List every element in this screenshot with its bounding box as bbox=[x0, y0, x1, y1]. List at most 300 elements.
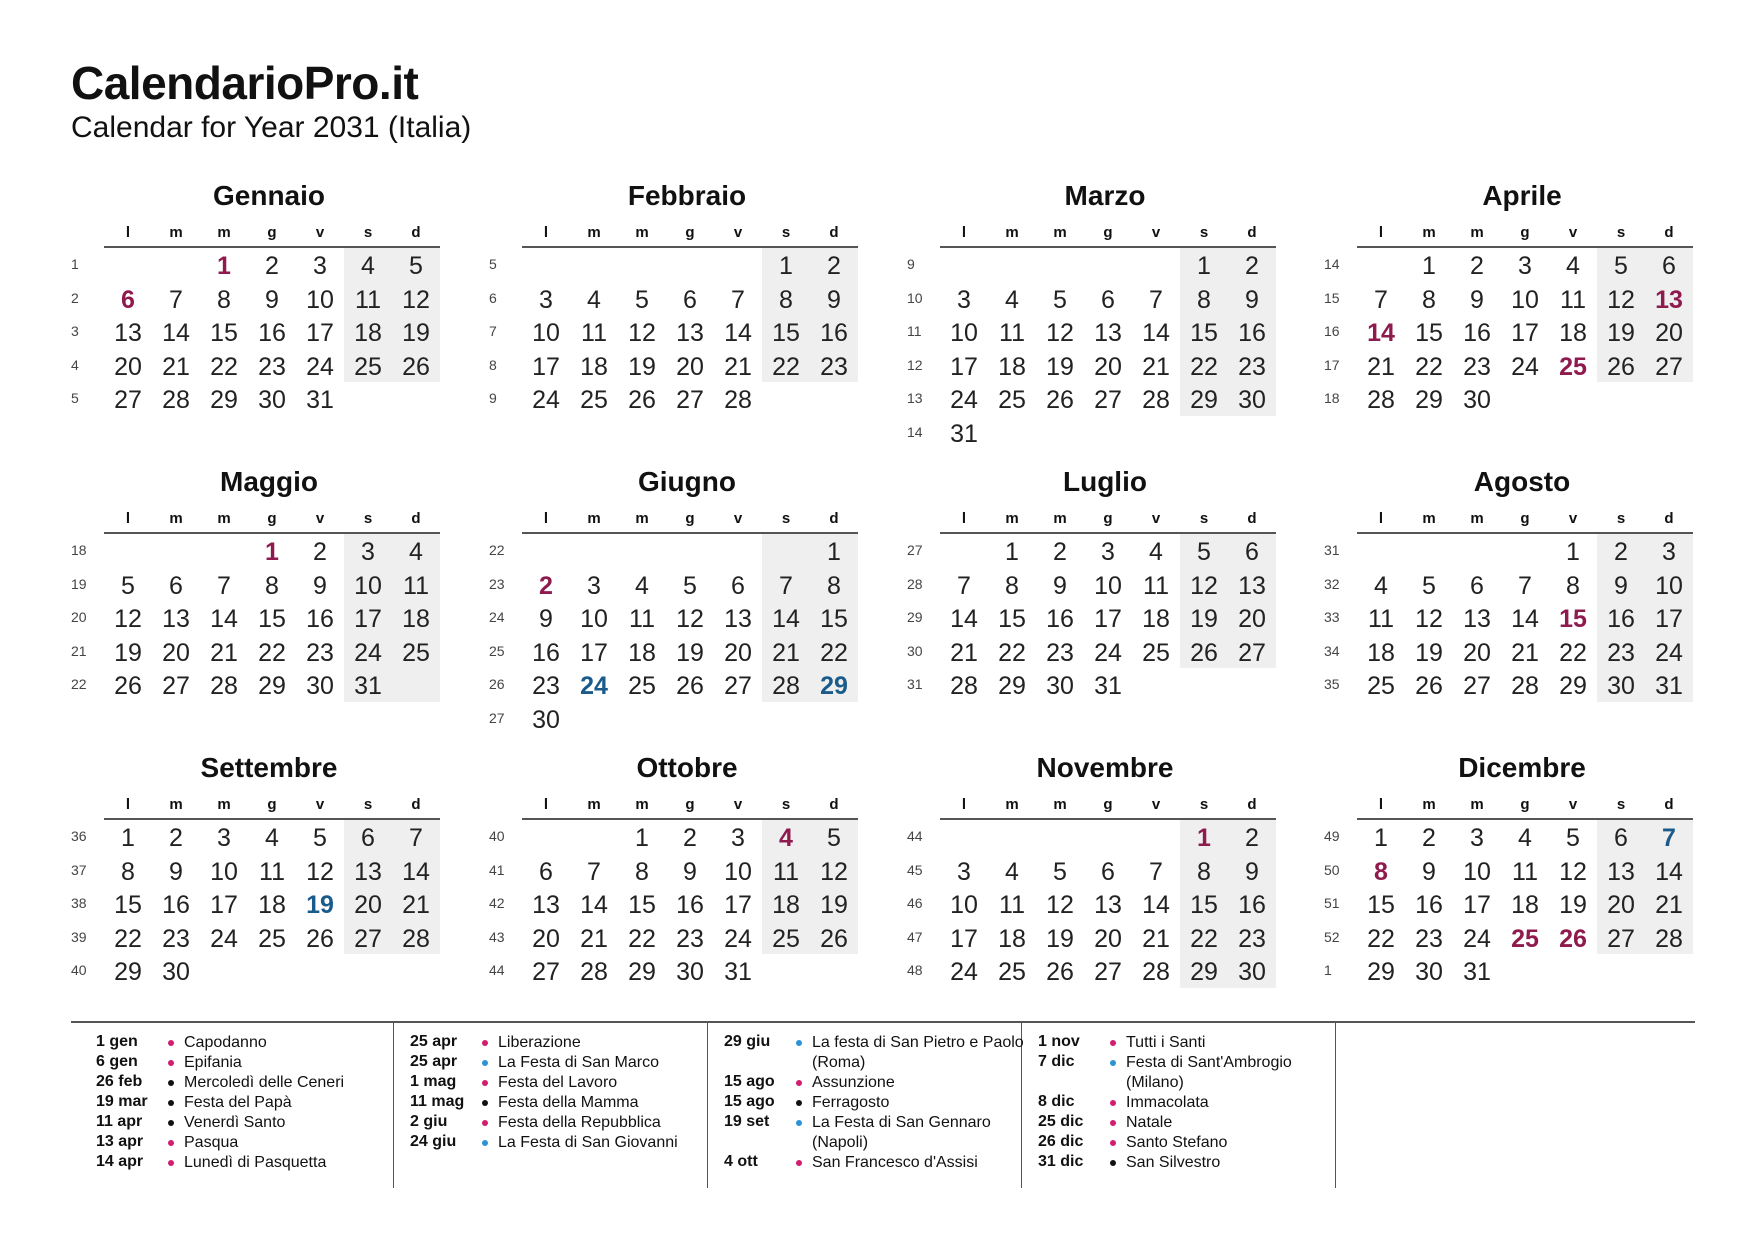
weekday-header: v bbox=[1151, 224, 1161, 241]
week-number: 40 bbox=[71, 962, 87, 978]
weekday-header: s bbox=[1616, 510, 1626, 527]
bullet-dot-icon bbox=[482, 1100, 488, 1106]
day-cell: 2 bbox=[827, 252, 841, 280]
weekday-header: l bbox=[961, 796, 967, 813]
day-cell: 15 bbox=[820, 605, 848, 633]
legend-date: 15 ago bbox=[724, 1093, 775, 1110]
legend-name: Lunedì di Pasquetta bbox=[184, 1154, 327, 1171]
legend-date: 8 dic bbox=[1038, 1093, 1075, 1110]
bullet-dot-icon bbox=[168, 1160, 174, 1166]
day-cell: 12 bbox=[820, 857, 848, 886]
day-cell: 20 bbox=[676, 352, 704, 381]
header-rule bbox=[522, 818, 858, 820]
day-cell: 9 bbox=[1245, 857, 1259, 886]
weekday-header: m bbox=[635, 510, 649, 527]
observance-day: 24 bbox=[580, 672, 608, 700]
weekday-header: l bbox=[543, 224, 549, 241]
weekday-header: l bbox=[961, 510, 967, 527]
day-cell: 29 bbox=[1559, 672, 1587, 700]
day-cell: 30 bbox=[306, 672, 334, 700]
week-number: 5 bbox=[71, 390, 79, 406]
legend-date: 31 dic bbox=[1038, 1153, 1084, 1170]
week-number: 43 bbox=[489, 928, 505, 945]
week-number: 22 bbox=[489, 542, 505, 558]
day-cell: 29 bbox=[114, 958, 142, 986]
day-cell: 23 bbox=[820, 352, 848, 381]
day-cell: 7 bbox=[217, 571, 231, 600]
day-cell: 6 bbox=[539, 857, 553, 886]
legend-date: 11 apr bbox=[96, 1113, 143, 1130]
day-cell: 14 bbox=[162, 319, 190, 347]
day-cell: 20 bbox=[1094, 924, 1122, 953]
week-number: 27 bbox=[489, 709, 505, 726]
legend-date: 1 mag bbox=[410, 1073, 457, 1090]
day-cell: 27 bbox=[724, 672, 752, 700]
day-cell: 28 bbox=[1367, 386, 1395, 414]
day-cell: 19 bbox=[402, 319, 430, 347]
day-cell: 25 bbox=[258, 924, 286, 953]
day-cell: 6 bbox=[683, 285, 697, 314]
day-cell: 30 bbox=[162, 958, 190, 986]
day-cell: 29 bbox=[1367, 958, 1395, 986]
day-cell: 27 bbox=[1463, 672, 1491, 700]
day-cell: 30 bbox=[1463, 386, 1491, 414]
weekday-header: v bbox=[1151, 796, 1161, 813]
day-cell: 15 bbox=[998, 605, 1026, 633]
legend-date: 25 apr bbox=[410, 1053, 458, 1070]
day-cell: 6 bbox=[1470, 571, 1484, 600]
day-cell: 8 bbox=[779, 285, 793, 314]
legend-column bbox=[96, 1033, 396, 1173]
day-cell: 24 bbox=[1511, 352, 1539, 381]
day-cell: 19 bbox=[114, 638, 142, 667]
day-cell: 22 bbox=[1559, 638, 1587, 667]
legend-name: Epifania bbox=[184, 1054, 242, 1071]
bullet-dot-icon bbox=[482, 1140, 488, 1146]
day-cell: 10 bbox=[950, 319, 978, 347]
day-cell: 26 bbox=[676, 672, 704, 700]
weekday-header: d bbox=[411, 510, 421, 527]
week-number: 33 bbox=[1324, 609, 1340, 625]
day-cell: 27 bbox=[354, 924, 382, 953]
month-title: Dicembre bbox=[1458, 752, 1586, 783]
day-cell: 13 bbox=[162, 605, 190, 633]
week-number: 52 bbox=[1324, 928, 1340, 945]
day-cell: 11 bbox=[581, 319, 607, 347]
weekday-header: m bbox=[587, 510, 601, 527]
weekday-header: s bbox=[781, 510, 791, 527]
bullet-dot-icon bbox=[482, 1040, 488, 1046]
day-cell: 11 bbox=[1512, 857, 1538, 886]
day-cell: 28 bbox=[1142, 386, 1170, 414]
bullet-dot-icon bbox=[796, 1160, 802, 1166]
day-cell: 17 bbox=[1094, 605, 1122, 633]
day-cell: 24 bbox=[354, 638, 382, 667]
day-cell: 25 bbox=[628, 672, 656, 700]
weekday-header: v bbox=[733, 510, 743, 527]
weekday-header: l bbox=[1378, 510, 1384, 527]
day-cell: 27 bbox=[676, 386, 704, 414]
day-cell: 16 bbox=[1046, 605, 1074, 633]
day-cell: 15 bbox=[772, 319, 800, 347]
legend-name: Natale bbox=[1126, 1114, 1173, 1131]
legend-name: Liberazione bbox=[498, 1034, 581, 1051]
day-cell: 17 bbox=[950, 352, 978, 381]
day-cell: 4 bbox=[587, 285, 601, 314]
day-cell: 20 bbox=[1094, 352, 1122, 381]
day-cell: 18 bbox=[354, 319, 382, 347]
day-cell: 16 bbox=[1238, 891, 1266, 919]
day-cell: 11 bbox=[999, 891, 1025, 919]
legend-date: 29 giu bbox=[724, 1033, 771, 1050]
day-cell: 7 bbox=[587, 857, 601, 886]
day-cell: 12 bbox=[1607, 285, 1635, 314]
week-number: 50 bbox=[1324, 861, 1340, 878]
day-cell: 21 bbox=[1511, 638, 1539, 667]
day-cell: 5 bbox=[635, 285, 649, 314]
holiday-day: 6 bbox=[121, 285, 135, 314]
weekday-header: d bbox=[829, 224, 839, 241]
day-cell: 13 bbox=[532, 891, 560, 919]
month-title: Agosto bbox=[1473, 466, 1571, 497]
day-cell: 12 bbox=[402, 285, 430, 314]
day-cell: 8 bbox=[635, 857, 649, 886]
day-cell: 13 bbox=[1463, 605, 1491, 633]
day-cell: 11 bbox=[629, 605, 655, 633]
weekday-header: s bbox=[1199, 510, 1209, 527]
day-cell: 6 bbox=[1101, 285, 1115, 314]
observance-day: 29 bbox=[820, 672, 848, 700]
day-cell: 2 bbox=[1614, 538, 1628, 566]
month-marzo bbox=[907, 180, 1307, 450]
month-maggio bbox=[71, 466, 471, 736]
legend-date: 1 nov bbox=[1038, 1033, 1080, 1050]
day-cell: 21 bbox=[950, 638, 978, 667]
day-cell: 2 bbox=[1245, 824, 1259, 852]
week-number: 36 bbox=[71, 828, 87, 844]
weekday-header: m bbox=[169, 224, 183, 241]
month-title: Aprile bbox=[1482, 180, 1562, 211]
day-cell: 19 bbox=[1607, 319, 1635, 347]
bullet-dot-icon bbox=[1110, 1100, 1116, 1106]
day-cell: 20 bbox=[114, 352, 142, 381]
day-cell: 24 bbox=[724, 924, 752, 953]
day-cell: 15 bbox=[1367, 891, 1395, 919]
week-number: 39 bbox=[71, 928, 87, 945]
day-cell: 19 bbox=[628, 352, 656, 381]
day-cell: 18 bbox=[402, 605, 430, 633]
day-cell: 14 bbox=[772, 605, 800, 633]
day-cell: 13 bbox=[1238, 571, 1266, 600]
header-rule bbox=[104, 246, 440, 248]
day-cell: 8 bbox=[1005, 571, 1019, 600]
bullet-dot-icon bbox=[796, 1120, 802, 1126]
day-cell: 11 bbox=[355, 285, 381, 314]
legend-date: 11 mag bbox=[410, 1093, 465, 1110]
day-cell: 6 bbox=[1245, 538, 1259, 566]
legend-date: 25 apr bbox=[410, 1033, 458, 1050]
day-cell: 26 bbox=[1607, 352, 1635, 381]
day-cell: 25 bbox=[402, 638, 430, 667]
day-cell: 21 bbox=[402, 891, 430, 919]
day-cell: 10 bbox=[354, 571, 382, 600]
weekday-header: s bbox=[363, 796, 373, 813]
month-title: Marzo bbox=[1064, 180, 1146, 211]
legend-date: 26 feb bbox=[96, 1073, 143, 1090]
weekday-header: v bbox=[733, 224, 743, 241]
weekday-header: s bbox=[1199, 796, 1209, 813]
week-number: 31 bbox=[1324, 542, 1340, 558]
week-number: 18 bbox=[1324, 390, 1340, 406]
day-cell: 7 bbox=[1374, 285, 1388, 314]
day-cell: 16 bbox=[820, 319, 848, 347]
weekday-header: s bbox=[1616, 796, 1626, 813]
legend-item bbox=[96, 1073, 396, 1093]
weekday-header: m bbox=[1053, 796, 1067, 813]
legend-name: Tutti i Santi bbox=[1126, 1034, 1206, 1051]
day-cell: 23 bbox=[676, 924, 704, 953]
day-cell: 20 bbox=[1463, 638, 1491, 667]
day-cell: 9 bbox=[265, 285, 279, 314]
month-novembre bbox=[907, 752, 1307, 1022]
day-cell: 22 bbox=[998, 638, 1026, 667]
day-cell: 11 bbox=[403, 571, 429, 600]
legend-item bbox=[724, 1113, 1024, 1153]
day-cell: 16 bbox=[258, 319, 286, 347]
day-cell: 10 bbox=[1463, 857, 1491, 886]
day-cell: 22 bbox=[1190, 352, 1218, 381]
day-cell: 2 bbox=[313, 538, 327, 566]
week-number: 2 bbox=[71, 289, 79, 306]
day-cell: 15 bbox=[628, 891, 656, 919]
day-cell: 23 bbox=[306, 638, 334, 667]
day-cell: 26 bbox=[306, 924, 334, 953]
day-cell: 12 bbox=[1415, 605, 1443, 633]
day-cell: 2 bbox=[265, 252, 279, 280]
legend-name: Festa della Repubblica bbox=[498, 1114, 661, 1131]
legend-item bbox=[1038, 1133, 1338, 1153]
weekday-header: d bbox=[411, 224, 421, 241]
day-cell: 27 bbox=[532, 958, 560, 986]
week-number: 45 bbox=[907, 861, 923, 878]
day-cell: 1 bbox=[1374, 824, 1388, 852]
day-cell: 27 bbox=[114, 386, 142, 414]
day-cell: 13 bbox=[1607, 857, 1635, 886]
month-gennaio bbox=[71, 180, 471, 450]
weekday-header: v bbox=[1568, 224, 1578, 241]
day-cell: 8 bbox=[265, 571, 279, 600]
weekday-header: m bbox=[1005, 796, 1019, 813]
day-cell: 14 bbox=[1511, 605, 1539, 633]
day-cell: 19 bbox=[1415, 638, 1443, 667]
week-number: 40 bbox=[489, 828, 505, 844]
day-cell: 26 bbox=[1046, 386, 1074, 414]
day-cell: 24 bbox=[1655, 638, 1683, 667]
week-number: 21 bbox=[71, 642, 87, 659]
week-number: 37 bbox=[71, 861, 87, 878]
day-cell: 17 bbox=[210, 891, 238, 919]
day-cell: 22 bbox=[210, 352, 238, 381]
weekday-header: v bbox=[733, 796, 743, 813]
day-cell: 15 bbox=[1415, 319, 1443, 347]
legend-name: Assunzione bbox=[812, 1074, 895, 1091]
legend-name: Ferragosto bbox=[812, 1094, 890, 1111]
day-cell: 24 bbox=[950, 386, 978, 414]
weekday-header: l bbox=[961, 224, 967, 241]
legend-name: Venerdì Santo bbox=[184, 1114, 286, 1131]
day-cell: 10 bbox=[1655, 571, 1683, 600]
day-cell: 5 bbox=[1614, 252, 1628, 280]
day-cell: 1 bbox=[1422, 252, 1436, 280]
weekday-header: m bbox=[1470, 796, 1484, 813]
day-cell: 21 bbox=[772, 638, 800, 667]
day-cell: 9 bbox=[683, 857, 697, 886]
weekday-header: d bbox=[1247, 796, 1257, 813]
week-number: 3 bbox=[71, 323, 79, 339]
day-cell: 25 bbox=[354, 352, 382, 381]
week-number: 7 bbox=[489, 323, 497, 339]
day-cell: 2 bbox=[683, 824, 697, 852]
weekday-header: g bbox=[1103, 796, 1113, 813]
weekday-header: m bbox=[587, 224, 601, 241]
legend-name: San Francesco d'Assisi bbox=[812, 1154, 978, 1171]
week-number: 20 bbox=[71, 609, 87, 625]
day-cell: 4 bbox=[1149, 538, 1163, 566]
week-number: 44 bbox=[489, 962, 505, 978]
weekday-header: g bbox=[267, 510, 277, 527]
day-cell: 19 bbox=[820, 891, 848, 919]
legend-name: Immacolata bbox=[1126, 1094, 1209, 1111]
week-number: 30 bbox=[907, 642, 923, 659]
day-cell: 1 bbox=[121, 824, 135, 852]
day-cell: 16 bbox=[676, 891, 704, 919]
legend-date: 19 set bbox=[724, 1113, 770, 1130]
day-cell: 3 bbox=[1470, 824, 1484, 852]
month-settembre bbox=[71, 752, 471, 1022]
day-cell: 1 bbox=[1197, 252, 1211, 280]
month-ottobre bbox=[489, 752, 889, 1022]
day-cell: 17 bbox=[354, 605, 382, 633]
weekday-header: m bbox=[169, 796, 183, 813]
day-cell: 21 bbox=[724, 352, 752, 381]
day-cell: 4 bbox=[1518, 824, 1532, 852]
day-cell: 2 bbox=[169, 824, 183, 852]
day-cell: 16 bbox=[162, 891, 190, 919]
day-cell: 3 bbox=[1662, 538, 1676, 566]
month-luglio bbox=[907, 466, 1307, 736]
week-number: 26 bbox=[489, 676, 505, 692]
bullet-dot-icon bbox=[1110, 1040, 1116, 1046]
day-cell: 9 bbox=[313, 571, 327, 600]
day-cell: 5 bbox=[827, 824, 841, 852]
day-cell: 24 bbox=[950, 958, 978, 986]
day-cell: 12 bbox=[1046, 319, 1074, 347]
day-cell: 18 bbox=[580, 352, 608, 381]
holiday-day: 13 bbox=[1655, 285, 1683, 314]
bullet-dot-icon bbox=[168, 1060, 174, 1066]
day-cell: 13 bbox=[354, 857, 382, 886]
page-subtitle: Calendar for Year 2031 (Italia) bbox=[71, 111, 472, 144]
weekday-header: l bbox=[1378, 796, 1384, 813]
day-cell: 10 bbox=[1511, 285, 1539, 314]
day-cell: 30 bbox=[1046, 672, 1074, 700]
day-cell: 30 bbox=[676, 958, 704, 986]
day-cell: 13 bbox=[114, 319, 142, 347]
day-cell: 7 bbox=[957, 571, 971, 600]
holiday-day: 2 bbox=[539, 571, 553, 600]
day-cell: 13 bbox=[724, 605, 752, 633]
bullet-dot-icon bbox=[482, 1060, 488, 1066]
bullet-dot-icon bbox=[1110, 1120, 1116, 1126]
day-cell: 9 bbox=[169, 857, 183, 886]
day-cell: 15 bbox=[210, 319, 238, 347]
day-cell: 7 bbox=[1149, 285, 1163, 314]
day-cell: 14 bbox=[1655, 857, 1683, 886]
day-cell: 29 bbox=[210, 386, 238, 414]
week-number: 10 bbox=[907, 289, 923, 306]
weekday-header: l bbox=[1378, 224, 1384, 241]
day-cell: 22 bbox=[1367, 924, 1395, 953]
bullet-dot-icon bbox=[168, 1080, 174, 1086]
day-cell: 10 bbox=[580, 605, 608, 633]
legend-name: Capodanno bbox=[184, 1034, 267, 1051]
weekday-header: s bbox=[781, 224, 791, 241]
day-cell: 20 bbox=[1238, 605, 1266, 633]
week-number: 16 bbox=[1324, 323, 1340, 339]
day-cell: 14 bbox=[1142, 319, 1170, 347]
header-rule bbox=[1357, 532, 1693, 534]
weekday-header: m bbox=[217, 796, 231, 813]
weekday-header: g bbox=[1520, 796, 1530, 813]
day-cell: 10 bbox=[1094, 571, 1122, 600]
day-cell: 27 bbox=[1094, 958, 1122, 986]
day-cell: 7 bbox=[779, 571, 793, 600]
bullet-dot-icon bbox=[168, 1100, 174, 1106]
month-title: Giugno bbox=[638, 466, 736, 497]
day-cell: 30 bbox=[532, 705, 560, 734]
day-cell: 3 bbox=[539, 285, 553, 314]
weekday-header: v bbox=[315, 796, 325, 813]
day-cell: 5 bbox=[121, 571, 135, 600]
day-cell: 20 bbox=[532, 924, 560, 953]
header-rule bbox=[940, 246, 1276, 248]
weekday-header: g bbox=[685, 510, 695, 527]
day-cell: 27 bbox=[1094, 386, 1122, 414]
day-cell: 22 bbox=[628, 924, 656, 953]
day-cell: 16 bbox=[1415, 891, 1443, 919]
day-cell: 7 bbox=[1149, 857, 1163, 886]
day-cell: 13 bbox=[676, 319, 704, 347]
week-number: 28 bbox=[907, 575, 923, 592]
day-cell: 16 bbox=[1607, 605, 1635, 633]
day-cell: 5 bbox=[1566, 824, 1580, 852]
day-cell: 17 bbox=[306, 319, 334, 347]
weekday-header: m bbox=[1422, 510, 1436, 527]
day-cell: 4 bbox=[265, 824, 279, 852]
holiday-day: 1 bbox=[1197, 824, 1211, 852]
week-number: 22 bbox=[71, 676, 87, 692]
day-cell: 26 bbox=[1190, 638, 1218, 667]
day-cell: 4 bbox=[409, 538, 423, 566]
day-cell: 24 bbox=[306, 352, 334, 381]
day-cell: 24 bbox=[1463, 924, 1491, 953]
day-cell: 22 bbox=[114, 924, 142, 953]
day-cell: 19 bbox=[1559, 891, 1587, 919]
day-cell: 8 bbox=[1422, 285, 1436, 314]
day-cell: 23 bbox=[1238, 352, 1266, 381]
legend-item bbox=[410, 1053, 710, 1073]
day-cell: 8 bbox=[121, 857, 135, 886]
